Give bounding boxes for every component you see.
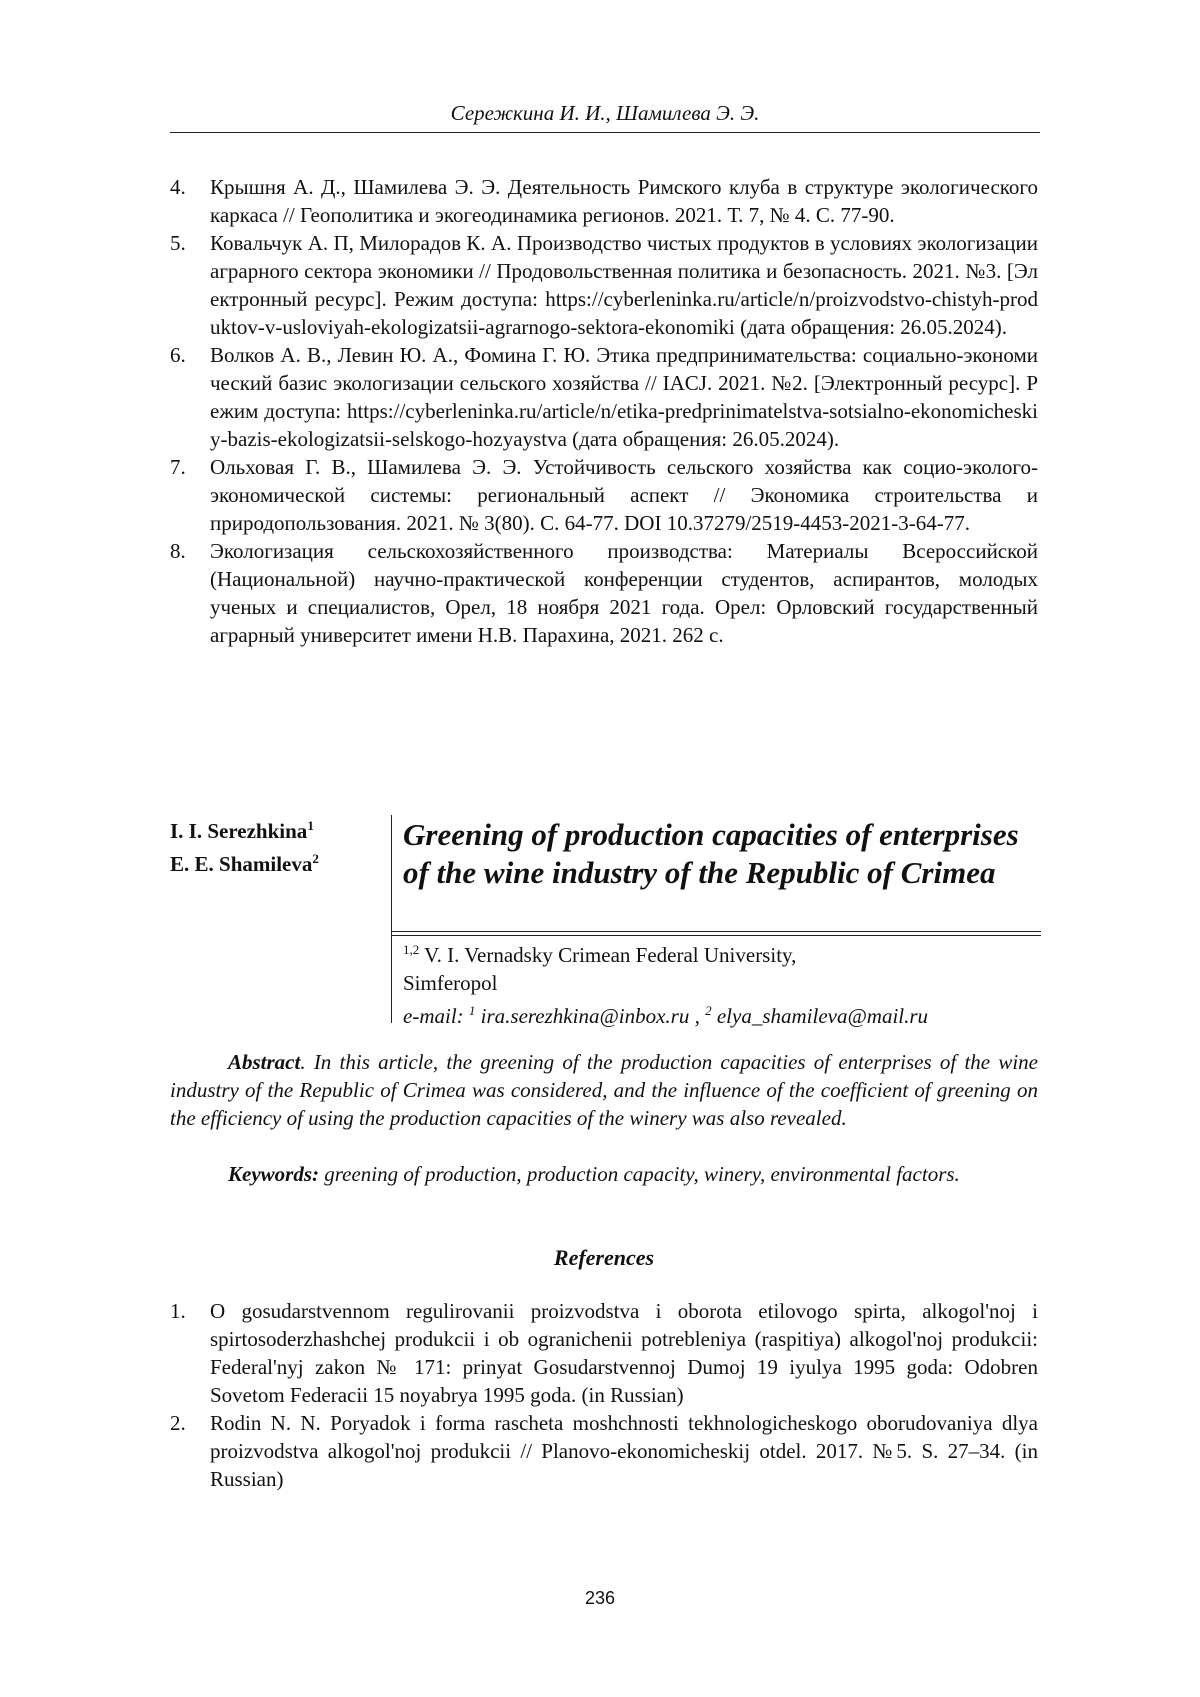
- reference-item: [170, 173, 1038, 229]
- reference-number: 5.: [170, 231, 186, 255]
- affiliation-city: Simferopol: [403, 971, 498, 995]
- author-name: I. I. Serezhkina$^1$: [170, 818, 314, 843]
- author-list: [170, 812, 385, 878]
- reference-item: [170, 229, 1038, 341]
- reference-number: 7.: [170, 455, 186, 479]
- abstract: [170, 1048, 1038, 1132]
- keywords-text: greening of production, production capacity, winery, environmental factors.: [319, 1162, 960, 1186]
- affiliation-block: [403, 936, 1043, 1030]
- english-reference-list: [170, 1297, 1038, 1493]
- reference-text: Rodin N. N. Poryadok i forma rascheta moshchnosti tekhnologicheskogo oborudovaniya dlya proizvodstva alkogol'noj produkcii // Planovo-ekonomicheskij otdel. 2017. №5. S. 27–34. (in Russian): [210, 1411, 1038, 1491]
- reference-number: 1.: [170, 1299, 186, 1323]
- reference-item: [170, 537, 1038, 649]
- references-heading: References: [553, 1245, 655, 1270]
- header-rule: [170, 132, 1040, 133]
- reference-number: 6.: [170, 343, 186, 367]
- reference-text: Экологизация сельскохозяйственного производства: Материалы Всероссийской (Национальной) научно-практической конференции студентов, аспирантов, молодых ученых и специалистов, Орел, 18 ноября 2021 года. Орел: Орловский государственный аграрный университет имени Н.В. Парахина, 2021. 262 с.: [210, 539, 1038, 647]
- reference-number: 8.: [170, 539, 186, 563]
- email-line: e-mail: $^1$ ira.serezhkina@inbox.ru , $^2$ elya_shamileva@mail.ru: [403, 1003, 929, 1028]
- reference-text: Крышня А. Д., Шамилева Э. Э. Деятельность Римского клуба в структуре экологического каркаса // Геополитика и экогеодинамика регионов. 2021. Т. 7, № 4. С. 77-90.: [210, 175, 1038, 227]
- keywords-label: Keywords:: [228, 1162, 319, 1186]
- email-link[interactable]: elya_shamileva@mail.ru: [716, 1004, 929, 1028]
- reference-item: [170, 341, 1038, 453]
- page-number: 236: [584, 1588, 616, 1608]
- russian-reference-list: [170, 173, 1038, 649]
- article-title: Greening of production capacities of enterprises of the wine industry of the Republic of Crimea: [403, 817, 1019, 890]
- reference-text: O gosudarstvennom regulirovanii proizvodstva i oborota etilovogo spirta, alkogol'noj i spirtosoderzhashchej produkcii i ob ogranichenii potrebleniya (raspitiya) alkogol'noj produkcii: Federal'nyj zakon № 171: prinyat Gosudarstvennoj Dumoj 19 iyulya 1995 goda: Odobren Sovetom Federacii 15 noyabrya 1995 goda. (in Russian): [210, 1299, 1038, 1407]
- reference-item: [170, 1409, 1038, 1493]
- reference-item: [170, 1297, 1038, 1409]
- abstract-text: . In this article, the greening of the production capacities of enterprises of the wine industry of the Republic of Crimea was considered, and the influence of the coefficient of greening on the efficiency of using the production capacities of the winery was also revealed.: [170, 1050, 1038, 1130]
- reference-text: Волков А. В., Левин Ю. А., Фомина Г. Ю. Этика предпринимательства: социально-экономический базис экологизации сельского хозяйства // IACJ. 2021. №2. [Электронный ресурс]. Режим доступа: https://cyberleninka.ru/article/n/etika-predprinimatelstva-sotsialno-ekonomicheskiy-bazis-ekologizatsii-selskogo-hozyaystva (дата обращения: 26.05.2024).: [210, 343, 1038, 451]
- reference-text: Ковальчук А. П, Милорадов К. А. Производство чистых продуктов в условиях экологизации аграрного сектора экономики // Продовольственная политика и безопасность. 2021. №3. [Электронный ресурс]. Режим доступа: https://cyberleninka.ru/article/n/proizvodstvo-chistyh-produktov-v-usloviyah-ekologizatsii-agrarnogo-sektora-ekonomiki (дата обращения: 26.05.2024).: [210, 231, 1038, 339]
- reference-number: 2.: [170, 1411, 186, 1435]
- author-name: E. E. Shamileva$^2$: [170, 851, 319, 876]
- affiliation-line: $^{1,2}$ V. I. Vernadsky Crimean Federal University,: [403, 942, 797, 967]
- keywords: [170, 1160, 1038, 1188]
- reference-text: Ольховая Г. В., Шамилева Э. Э. Устойчивость сельского хозяйства как социо-эколого-экономической системы: региональный аспект // Экономика строительства и природопользования. 2021. № 3(80). С. 64-77. DOI 10.37279/2519-4453-2021-3-64-77.: [210, 455, 1038, 535]
- email-link[interactable]: ira.serezhkina@inbox.ru: [480, 1004, 690, 1028]
- title-rule: [391, 931, 1041, 932]
- running-header: Сережкина И. И., Шамилева Э. Э.: [450, 101, 760, 125]
- reference-number: 4.: [170, 175, 186, 199]
- title-divider-vertical: [391, 815, 392, 1023]
- abstract-label: Abstract: [228, 1050, 301, 1074]
- reference-item: [170, 453, 1038, 537]
